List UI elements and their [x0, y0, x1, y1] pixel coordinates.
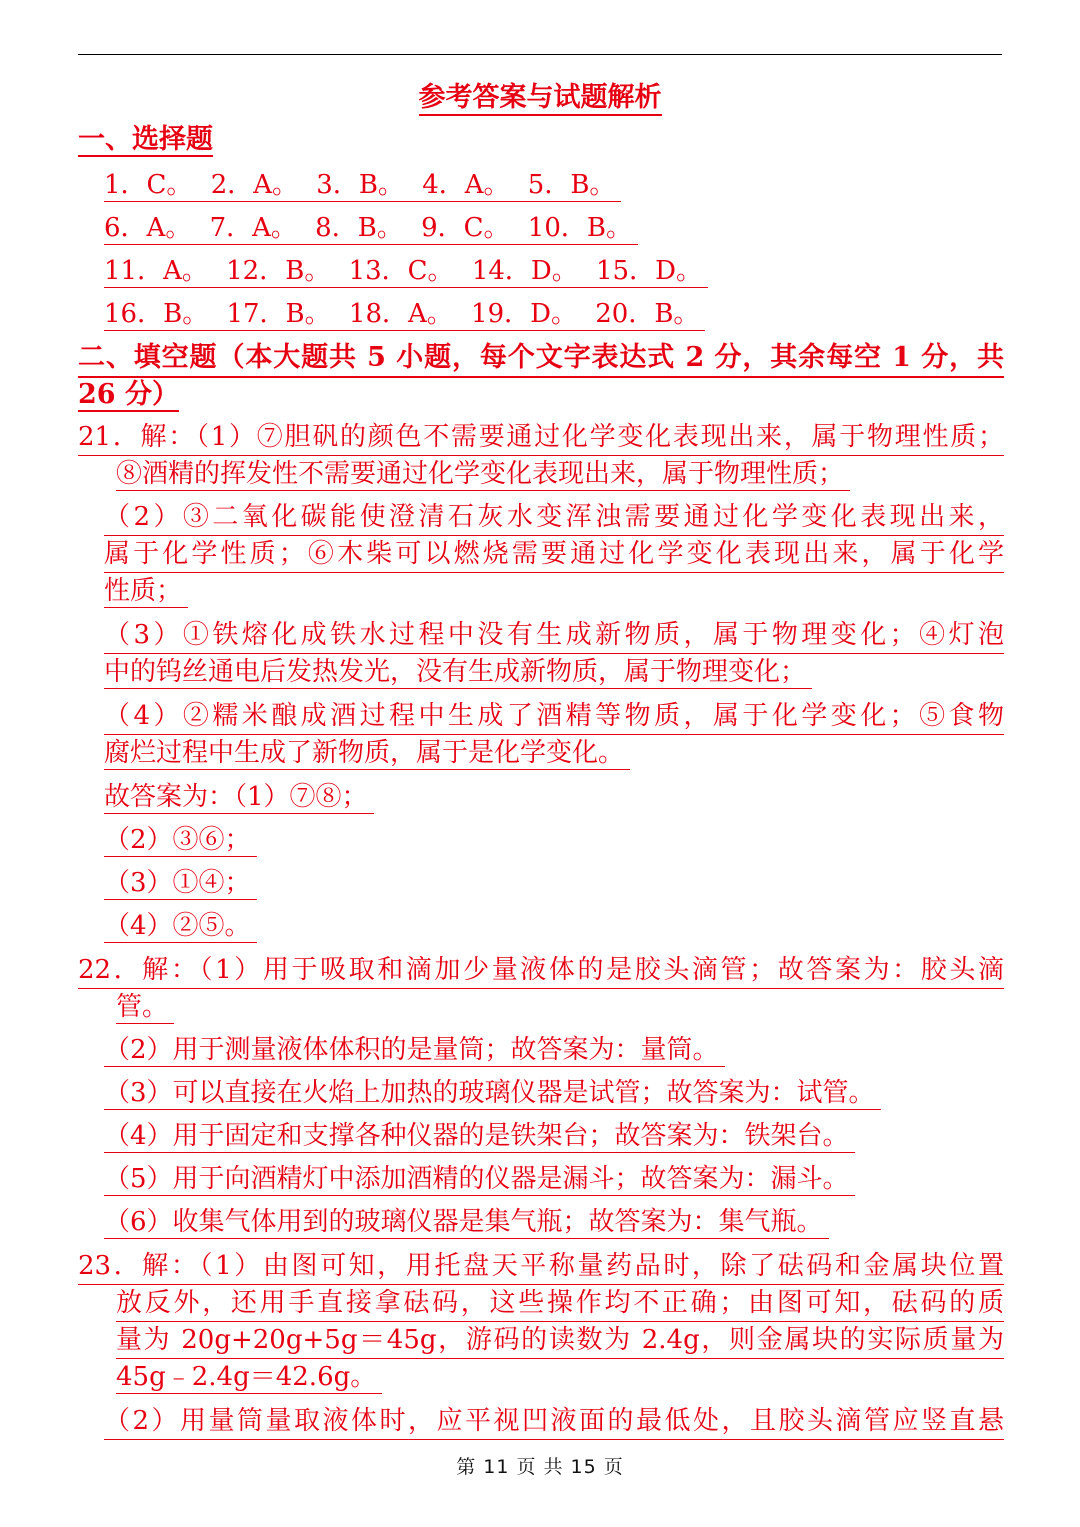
q22-line: （5）用于向酒精灯中添加酒精的仪器是漏斗；故答案为：漏斗。: [104, 1162, 855, 1196]
q21-answer: （4）②⑤。: [104, 909, 257, 943]
q23-line: （2）用量筒量取液体时，应平视凹液面的最低处，且胶头滴管应竖直悬: [104, 1404, 1004, 1440]
q21-line: 属于化学性质；⑥木柴可以燃烧需要通过化学变化表现出来，属于化学: [104, 537, 1004, 573]
page-title: 参考答案与试题解析: [0, 80, 1080, 116]
header-rule: [78, 54, 1002, 55]
q22-line: （3）可以直接在火焰上加热的玻璃仪器是试管；故答案为：试管。: [104, 1076, 881, 1110]
q21-line: 中的钨丝通电后发热发光，没有生成新物质，属于物理变化；: [104, 655, 812, 689]
q22-line: 22．解：（1）用于吸取和滴加少量液体的是胶头滴管；故答案为：胶头滴: [78, 953, 1004, 989]
q22-line: （2）用于测量液体体积的是量筒；故答案为：量筒。: [104, 1033, 725, 1067]
q21-line: （2）③二氧化碳能使澄清石灰水变浑浊需要通过化学变化表现出来，: [104, 500, 1004, 536]
q23-line: 23．解：（1）由图可知，用托盘天平称量药品时，除了砝码和金属块位置: [78, 1249, 1004, 1285]
q21-line: 性质；: [104, 574, 188, 608]
q21-answer: （2）③⑥；: [104, 823, 257, 857]
q21-answer: 故答案为：（1）⑦⑧；: [104, 780, 374, 814]
section-heading-choice: 一、选择题: [78, 124, 213, 155]
q22-line: （4）用于固定和支撑各种仪器的是铁架台；故答案为：铁架台。: [104, 1119, 855, 1153]
section-heading-fill: 二、填空题（本大题共 5 小题，每个文字表达式 2 分，其余每空 1 分，共: [78, 340, 1004, 378]
choice-answers-row: 11．A。 12．B。 13．C。 14．D。 15．D。: [104, 254, 708, 288]
q23-line: 45g﹣2.4g＝42.6g。: [116, 1360, 382, 1394]
section-heading-fill-cont: 26 分）: [78, 379, 179, 410]
choice-answers-row: 1．C。 2．A。 3．B。 4．A。 5．B。: [104, 168, 621, 202]
q21-line: （3）①铁熔化成铁水过程中没有生成新物质，属于物理变化；④灯泡: [104, 618, 1004, 654]
q21-line: （4）②糯米酿成酒过程中生成了酒精等物质，属于化学变化；⑤食物: [104, 699, 1004, 735]
q22-line: （6）收集气体用到的玻璃仪器是集气瓶；故答案为：集气瓶。: [104, 1205, 829, 1239]
choice-answers-row: 16．B。 17．B。 18．A。 19．D。 20．B。: [104, 297, 705, 331]
q21-line: 21．解：（1）⑦胆矾的颜色不需要通过化学变化表现出来，属于物理性质；: [78, 420, 1004, 456]
page-footer: 第 11 页 共 15 页: [456, 1456, 624, 1478]
q23-line: 放反外，还用手直接拿砝码，这些操作均不正确；由图可知，砝码的质: [116, 1286, 1004, 1322]
q21-line: ⑧酒精的挥发性不需要通过化学变化表现出来，属于物理性质；: [116, 457, 850, 491]
choice-answers-row: 6．A。 7．A。 8．B。 9．C。 10．B。: [104, 211, 638, 245]
q23-line: 量为 20g+20g+5g＝45g，游码的读数为 2.4g，则金属块的实际质量为: [116, 1323, 1004, 1359]
q21-line: 腐烂过程中生成了新物质，属于是化学变化。: [104, 736, 630, 770]
q21-answer: （3）①④；: [104, 866, 257, 900]
q22-line: 管。: [116, 990, 174, 1024]
